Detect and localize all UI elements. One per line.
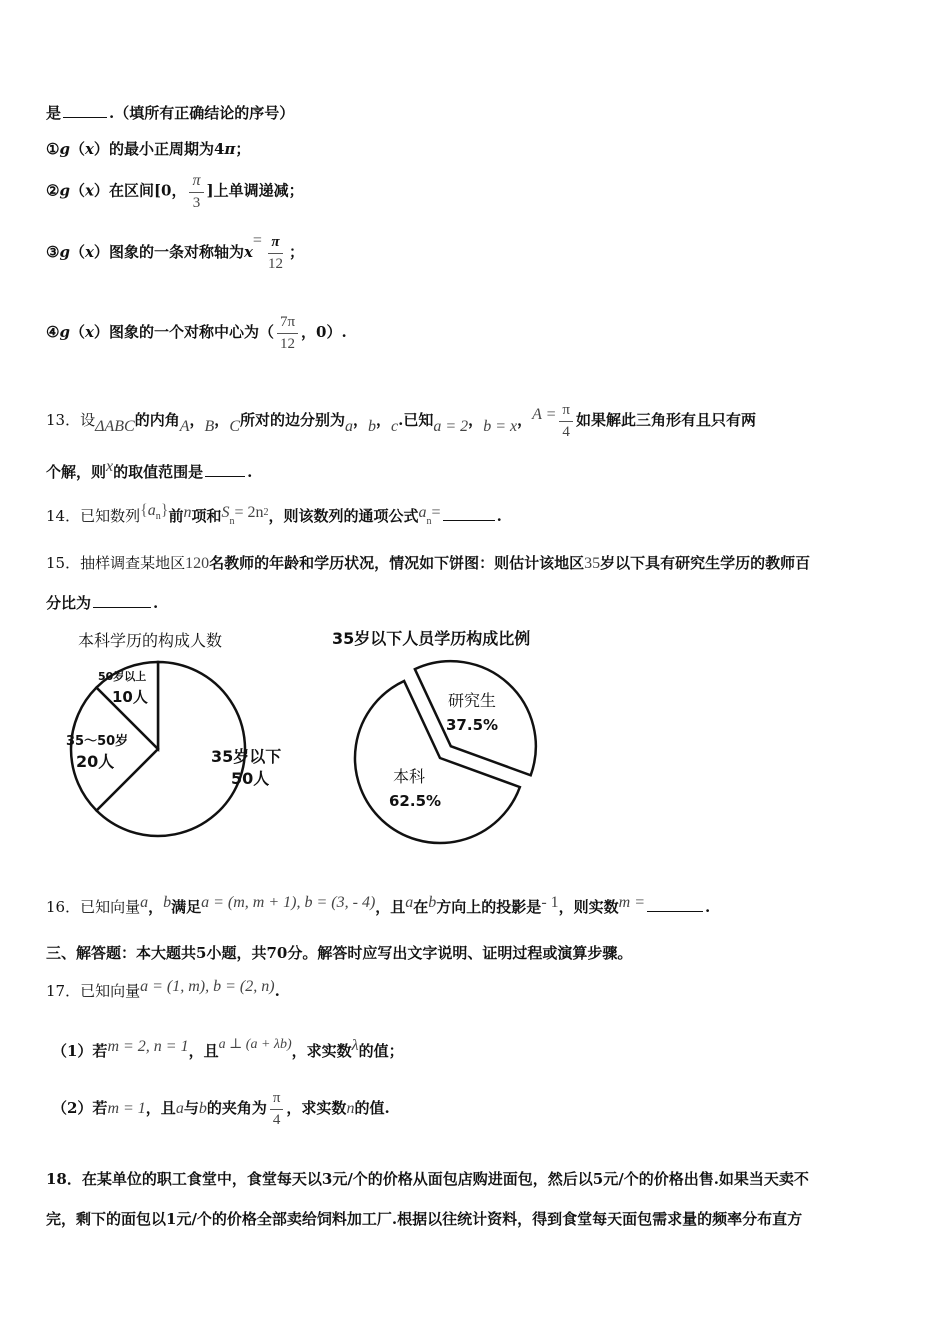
q15-line-2: 分比为 .	[46, 594, 159, 612]
q18-line-1: 18．在某单位的职工食堂中，食堂每天以3元/个的价格从面包店购进面包，然后以5元/个的价格出售.如果当天卖不	[46, 1170, 809, 1188]
pie1-slice-2-label: 35～50岁	[66, 734, 129, 749]
pie2-slice-2-label: 本科	[393, 767, 426, 786]
answer-blank[interactable]	[205, 475, 245, 477]
answer-blank[interactable]	[63, 116, 107, 118]
answer-blank[interactable]	[647, 910, 703, 912]
q13-line-1: 13．设ΔABC的内角A，B，C所对的边分别为a，b，c.已知a = 2，b = x，A = $\frac{\pi}{4}$ 如果解此三角形有且只有两	[46, 402, 756, 440]
pie1-slice-3-count: 10人	[112, 688, 148, 706]
pie2-slice-1-label: 研究生	[448, 691, 497, 710]
q17-stem: 17．已知向量a = (1, m), b = (2, n).	[46, 978, 280, 1000]
fraction-pi-over-3: $\frac{\pi}{3}$	[189, 172, 203, 211]
q12-intro: 是 .（填所有正确结论的序号）	[46, 104, 295, 122]
pie2-title: 35岁以下人员学历构成比例	[332, 629, 531, 648]
q18-line-2: 完，剩下的面包以1元/个的价格全部卖给饲料加工厂.根据以往统计资料，得到食堂每天面包需求量的频率分布直方	[46, 1210, 803, 1228]
pie1-slice-1-label: 35岁以下	[211, 747, 282, 766]
q12-item-1: ①g（x）的最小正周期为4π；	[46, 140, 251, 158]
q13-line-2: 个解，则x的取值范围是 .	[46, 458, 253, 481]
pie2-slice-1-percent: 37.5%	[446, 716, 499, 734]
fraction-pi-over-12: $\frac{\pi}{12}$	[267, 234, 283, 272]
pie-charts	[46, 620, 586, 860]
fraction-pi-over-4: $\frac{\pi}{4}$	[559, 402, 573, 440]
pie1-slice-3-label: 50岁以上	[98, 670, 147, 683]
answer-blank[interactable]	[443, 519, 495, 521]
q12-item-4: ④g（x）图象的一个对称中心为（ $\frac{7\pi}{12}$ ，0）.	[46, 314, 347, 352]
pie-chart-under35-education	[332, 629, 536, 843]
pie1-slice-1-count: 50人	[231, 769, 270, 788]
q15-line-1: 15．抽样调查某地区120名教师的年龄和学历状况，情况如下饼图：则估计该地区35岁以下具有研究生学历的教师百	[46, 554, 811, 572]
q17-part-2: （2）若m = 1，且a与b的夹角为 $\frac{\pi}{4}$ ，求实数n的值.	[52, 1090, 390, 1128]
pie1-title: 本科学历的构成人数	[78, 631, 223, 650]
q12-item-2: ②g（x）在区间[0， $\frac{\pi}{3}$ ]上单调递减；	[46, 172, 304, 211]
section-3-heading: 三、解答题：本大题共5小题，共70分。解答时应写出文字说明、证明过程或演算步骤。	[46, 944, 633, 962]
q17-part-1: （1）若m = 2, n = 1，且a ⊥ (a + λb)，求实数λ的值；	[52, 1037, 404, 1060]
fraction-7pi-over-12: $\frac{7\pi}{12}$	[277, 314, 298, 352]
pie1-slice-2-count: 20人	[76, 752, 115, 771]
q12-item-3: ③g（x）图象的一条对称轴为x= $\frac{\pi}{12}$ ；	[46, 232, 304, 272]
answer-blank[interactable]	[93, 606, 151, 608]
pie2-slice-2-percent: 62.5%	[389, 792, 442, 810]
q16: 16．已知向量a，b满足a = (m, m + 1), b = (3, - 4)，且a在b方向上的投影是- 1，则实数m = .	[46, 894, 711, 916]
q14: 14．已知数列$\{a^n\}$前n项和$S_n= 2n^2$，则该数列的通项公式$a_n=$ .	[46, 502, 502, 527]
pie-chart-undergrad-composition	[66, 631, 281, 836]
fraction-pi-over-4: $\frac{\pi}{4}$	[270, 1090, 284, 1128]
